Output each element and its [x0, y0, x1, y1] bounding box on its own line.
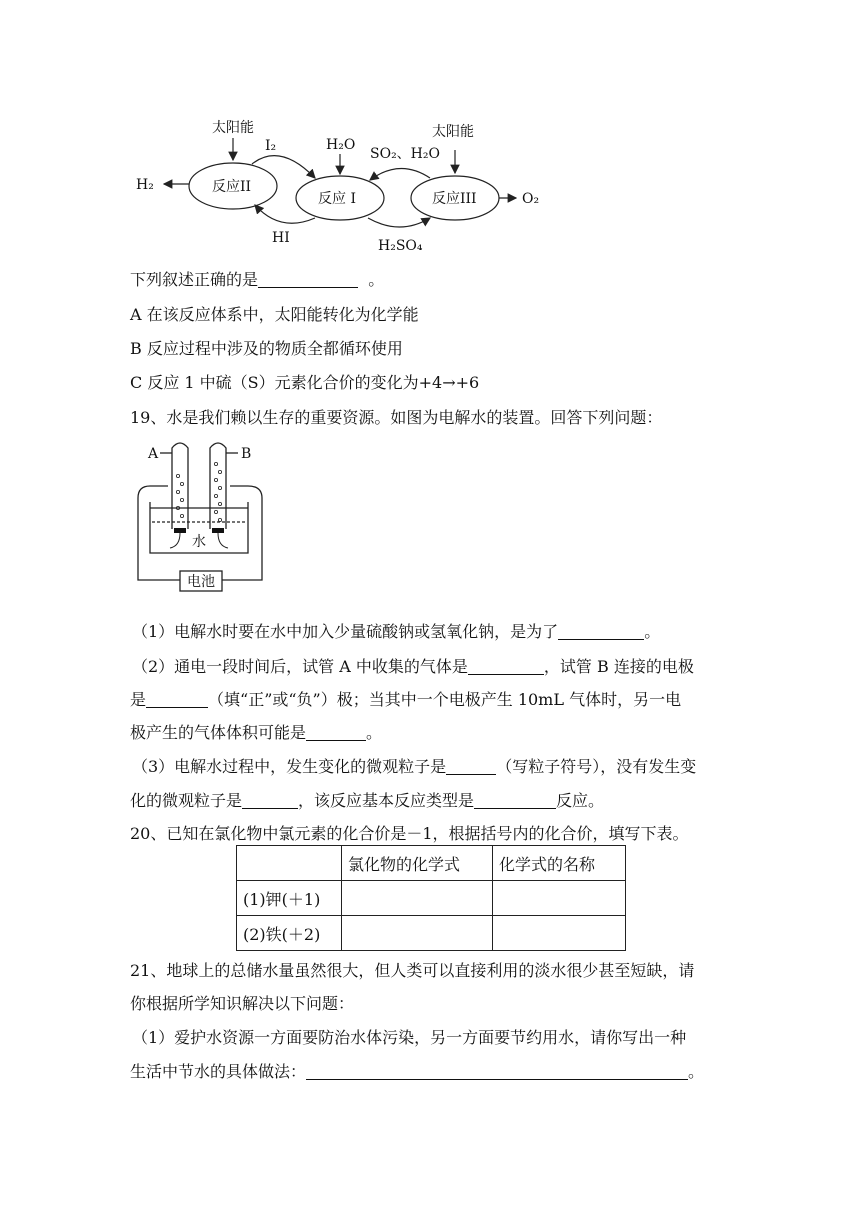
- q18-option-c: C 反应 1 中硫（S）元素化合价的变化为+4→+6: [130, 373, 480, 392]
- q19-part1: （1）电解水时要在水中加入少量硫酸钠或氢氧化钠，是为了 。: [132, 622, 661, 641]
- q18-answer-blank[interactable]: [258, 271, 358, 288]
- chloride-table: [236, 845, 626, 951]
- q18-stem: 下列叙述正确的是 。: [130, 270, 385, 289]
- reaction-iii-label: 反应III: [432, 191, 477, 207]
- q19-part2-line1: （2）通电一段时间后，试管 A 中收集的气体是 ，试管 B 连接的电极: [132, 657, 694, 676]
- electrode-a: [174, 528, 186, 533]
- table-answer-cell[interactable]: [342, 916, 493, 951]
- tube-a-label: A: [148, 446, 159, 462]
- q19-blank-4[interactable]: [306, 724, 366, 741]
- q19-part2-line3: 极产生的气体体积可能是 。: [130, 723, 383, 742]
- water-label: 水: [192, 534, 206, 550]
- q20-title: 20、已知在氯化物中氯元素的化合价是－1，根据括号内的化合价，填写下表。: [130, 824, 689, 843]
- electrolysis-apparatus: [130, 436, 270, 596]
- q19-blank-7[interactable]: [474, 792, 556, 809]
- i2-label: I₂: [265, 138, 277, 154]
- so2-h2o-label: SO₂、H₂O: [370, 146, 440, 162]
- table-row: [237, 916, 626, 951]
- q18-option-b: B 反应过程中涉及的物质全都循环使用: [130, 339, 403, 358]
- reaction-cycle-diagram: [130, 118, 560, 258]
- table-cell: (2)铁(＋2): [237, 916, 342, 951]
- tube-b-label: B: [241, 446, 252, 462]
- q21-title-line1: 21、地球上的总储水量虽然很大，但人类可以直接利用的淡水很少甚至短缺，请: [130, 961, 695, 980]
- sun-label-1: 太阳能: [212, 120, 254, 136]
- q21-part1-line1: （1）爱护水资源一方面要防治水体污染，另一方面要节约用水，请你写出一种: [132, 1028, 687, 1047]
- hi-label: HI: [272, 230, 290, 246]
- battery-label: 电池: [187, 574, 215, 590]
- h2so4-label: H₂SO₄: [378, 238, 423, 254]
- reaction-i-label: 反应 I: [318, 191, 356, 207]
- o2-label: O₂: [522, 191, 540, 207]
- q19-blank-1[interactable]: [558, 623, 644, 640]
- electrode-b: [212, 528, 224, 533]
- q21-blank-1[interactable]: [306, 1063, 688, 1080]
- reaction-ii-label: 反应II: [212, 179, 252, 195]
- table-row: [237, 881, 626, 916]
- q21-title-line2: 你根据所学知识解决以下问题：: [130, 994, 355, 1013]
- q19-blank-2[interactable]: [468, 658, 544, 675]
- table-header-cell: 化学式的名称: [493, 846, 626, 881]
- q19-blank-3[interactable]: [146, 691, 208, 708]
- q21-part1-line2: 生活中节水的具体做法： 。: [130, 1062, 705, 1081]
- h2-label: H₂: [136, 177, 154, 193]
- table-header-cell: 氯化物的化学式: [342, 846, 493, 881]
- q19-blank-6[interactable]: [242, 792, 298, 809]
- q19-part2-line2: 是 （填“正”或“负”）极；当其中一个电极产生 10mL 气体时，另一电: [130, 690, 682, 709]
- q19-part3-line1: （3）电解水过程中，发生变化的微观粒子是 （写粒子符号），没有发生变: [132, 757, 697, 776]
- table-header-row: [237, 846, 626, 881]
- q19-title: 19、水是我们赖以生存的重要资源。如图为电解水的装置。回答下列问题：: [130, 408, 663, 427]
- table-answer-cell[interactable]: [342, 881, 493, 916]
- q19-part3-line2: 化的微观粒子是 ，该反应基本反应类型是 反应。: [130, 791, 605, 810]
- h2o-label: H₂O: [326, 137, 356, 153]
- table-answer-cell[interactable]: [493, 881, 626, 916]
- table-cell: (1)钾(＋1): [237, 881, 342, 916]
- sun-label-2: 太阳能: [432, 124, 474, 140]
- table-answer-cell[interactable]: [493, 916, 626, 951]
- q18-option-a: A 在该反应体系中，太阳能转化为化学能: [130, 305, 419, 324]
- table-header-cell: [237, 846, 342, 881]
- q19-blank-5[interactable]: [446, 758, 496, 775]
